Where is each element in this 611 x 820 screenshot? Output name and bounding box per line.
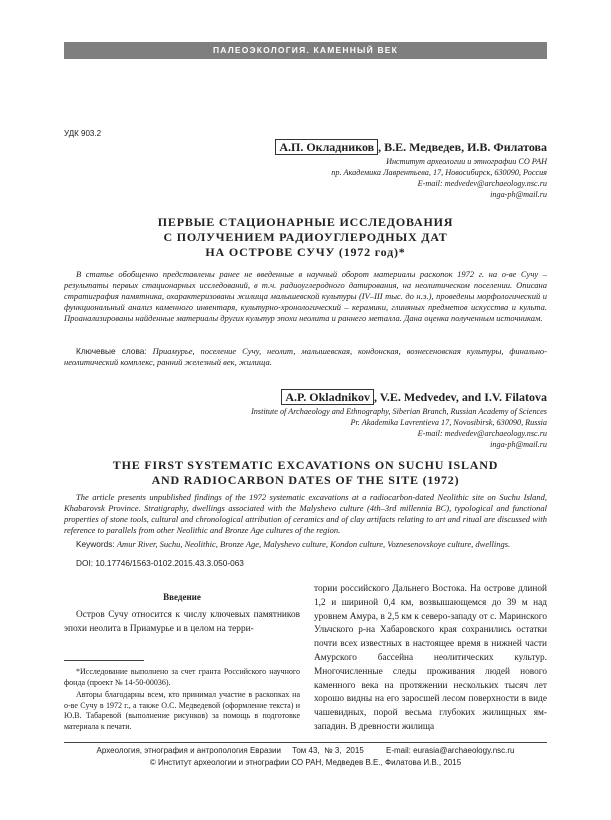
ru-affiliation <box>331 156 547 200</box>
en-abstract: The article presents unpublished findings of the 1972 systematic excavations at a radiocarbon-dated Neolithic site on Suchu Island, Khabarovsk Province. Stratigraphy, dwellings associated with the Malyshevo culture (4th–3rd millennia BC), typological and functional properties of stone tools, cultural and chronological attribution of ceramics and of clay artifacts relating to art and ritual are discussed with reference to parallels from other Neolithic and Bronze Age cultures of the region. <box>64 492 547 535</box>
ru-keywords-text: Приамурье, поселение Сучу, неолит, малышевская, кондонская, вознесеновская культуры, финально-неолитический комплекс, ранний железный век, жилища. <box>64 346 548 367</box>
en-title-line: AND RADIOCARBON DATES OF THE SITE (1972) <box>151 473 460 487</box>
en-author-boxed: A.P. Okladnikov <box>281 389 374 405</box>
en-keywords-text: Amur River, Suchu, Neolithic, Bronze Age, Malyshevo culture, Kondon culture, Voznesenovskoye culture, dwellings. <box>116 539 511 549</box>
ru-keywords <box>64 346 547 368</box>
en-affiliation-line: E-mail: medvedev@archaeology.nsc.ru <box>417 429 547 438</box>
ru-author-boxed: А.П. Окладников <box>275 139 378 155</box>
intro-col1-text: Остров Сучу относится к числу ключевых памятников эпохи неолита в Приамурье и в целом на терри- <box>64 610 300 634</box>
ru-title-line: НА ОСТРОВЕ СУЧУ (1972 год)* <box>205 245 406 259</box>
en-affiliation <box>251 406 547 450</box>
footnote-thanks: Авторы благодарны всем, кто принимал участие в раскопках на о-ве Сучу в 1972 г., а также О.С. Медведевой (оформление текста) и Ю.В. Табаревой (выполнение рисунков) за помощь в подготовке материала к печати. <box>64 690 300 731</box>
ru-affiliation-line: E-mail: medvedev@archaeology.nsc.ru <box>417 179 547 188</box>
en-title <box>64 458 547 488</box>
en-keywords <box>64 539 547 550</box>
journal-footer: Археология, этнография и антропология Евразии Том 43, № 3, 2015 E-mail: eurasia@archaeology.nsc.ru <box>96 746 515 755</box>
udk-code: УДК 903.2 <box>64 129 102 138</box>
ru-title-line: С ПОЛУЧЕНИЕМ РАДИОУГЛЕРОДНЫХ ДАТ <box>163 230 448 244</box>
section-header: ПАЛЕОЭКОЛОГИЯ. КАМЕННЫЙ ВЕК <box>64 42 547 59</box>
footnote-grant: *Исследование выполнено за счет гранта Российского научного фонда (проект № 14-50-00036). <box>64 667 300 687</box>
ru-authors <box>200 140 547 155</box>
en-affiliation-line: inga-ph@mail.ru <box>490 440 547 449</box>
ru-abstract: В статье обобщенно представлены ранее не введенные в научный оборот материалы раскопок 1972 г. на о-ве Сучу – результаты первых стационарных исследований, в т.ч. радиоуглеродного датирования, на неолитическом поселении. Описана стратиграфия памятника, охарактеризованы жилища малышевской культуры (IV–III тыс. до н.э.), проведены морфологический и функциональный анализ каменного инвентаря, культурно-хронологический – керамики, глиняных предметов искусства и культа. Проанализированы найденные материалы других культур эпохи неолита и раннего металла. Дана оценка полученным источникам. <box>64 269 547 323</box>
en-keywords-label: Keywords: <box>76 539 115 549</box>
ru-affiliation-line: пр. Академика Лаврентьева, 17, Новосибирск, 630090, Россия <box>331 168 547 177</box>
en-affiliation-line: Pr. Akademika Lavrentieva 17, Novosibirsk, 630090, Russia <box>350 418 547 427</box>
copyright-footer: © Институт археологии и этнографии СО РАН, Медведев В.Е., Филатова И.В., 2015 <box>149 758 462 767</box>
en-title-line: THE FIRST SYSTEMATIC EXCAVATIONS ON SUCHU ISLAND <box>112 458 499 472</box>
footer-divider <box>64 742 547 743</box>
en-authors-rest: , V.E. Medvedev, and I.V. Filatova <box>373 390 547 404</box>
en-authors <box>200 390 547 405</box>
en-affiliation-line: Institute of Archaeology and Ethnography, Siberian Branch, Russian Academy of Sciences <box>251 407 547 416</box>
footnote-divider <box>64 660 144 661</box>
ru-affiliation-line: Институт археологии и этнографии СО РАН <box>386 157 547 166</box>
intro-heading: Введение <box>163 592 201 602</box>
doi: DOI: 10.17746/1563-0102.2015.43.3.050-063 <box>76 558 244 568</box>
intro-col2-text: тории российского Дальнего Востока. На острове длиной 1,2 и шириной 0,4 км, возвышающемся до 39 м над уровнем Амура, в 2,5 км к северо-западу от с. Маринского Ульчского р-на Хабаровского края сохранились остатки почти всех известных в настоящее время в нижней части Амурского бассейна неолитических культур. Многочисленные следы проживания людей нового каменного века на протяжении нескольких тысяч лет хорошо видны на его заросшей лесом поверхности в виде чашевидных, порой весьма глубоких жилищных ям-западин. В древности жилища <box>314 584 547 732</box>
ru-affiliation-line: inga-ph@mail.ru <box>490 190 547 199</box>
ru-keywords-label: Ключевые слова: <box>76 346 147 356</box>
ru-title <box>64 215 547 260</box>
ru-title-line: ПЕРВЫЕ СТАЦИОНАРНЫЕ ИССЛЕДОВАНИЯ <box>157 215 454 229</box>
ru-authors-rest: , В.Е. Медведев, И.В. Филатова <box>378 140 547 154</box>
